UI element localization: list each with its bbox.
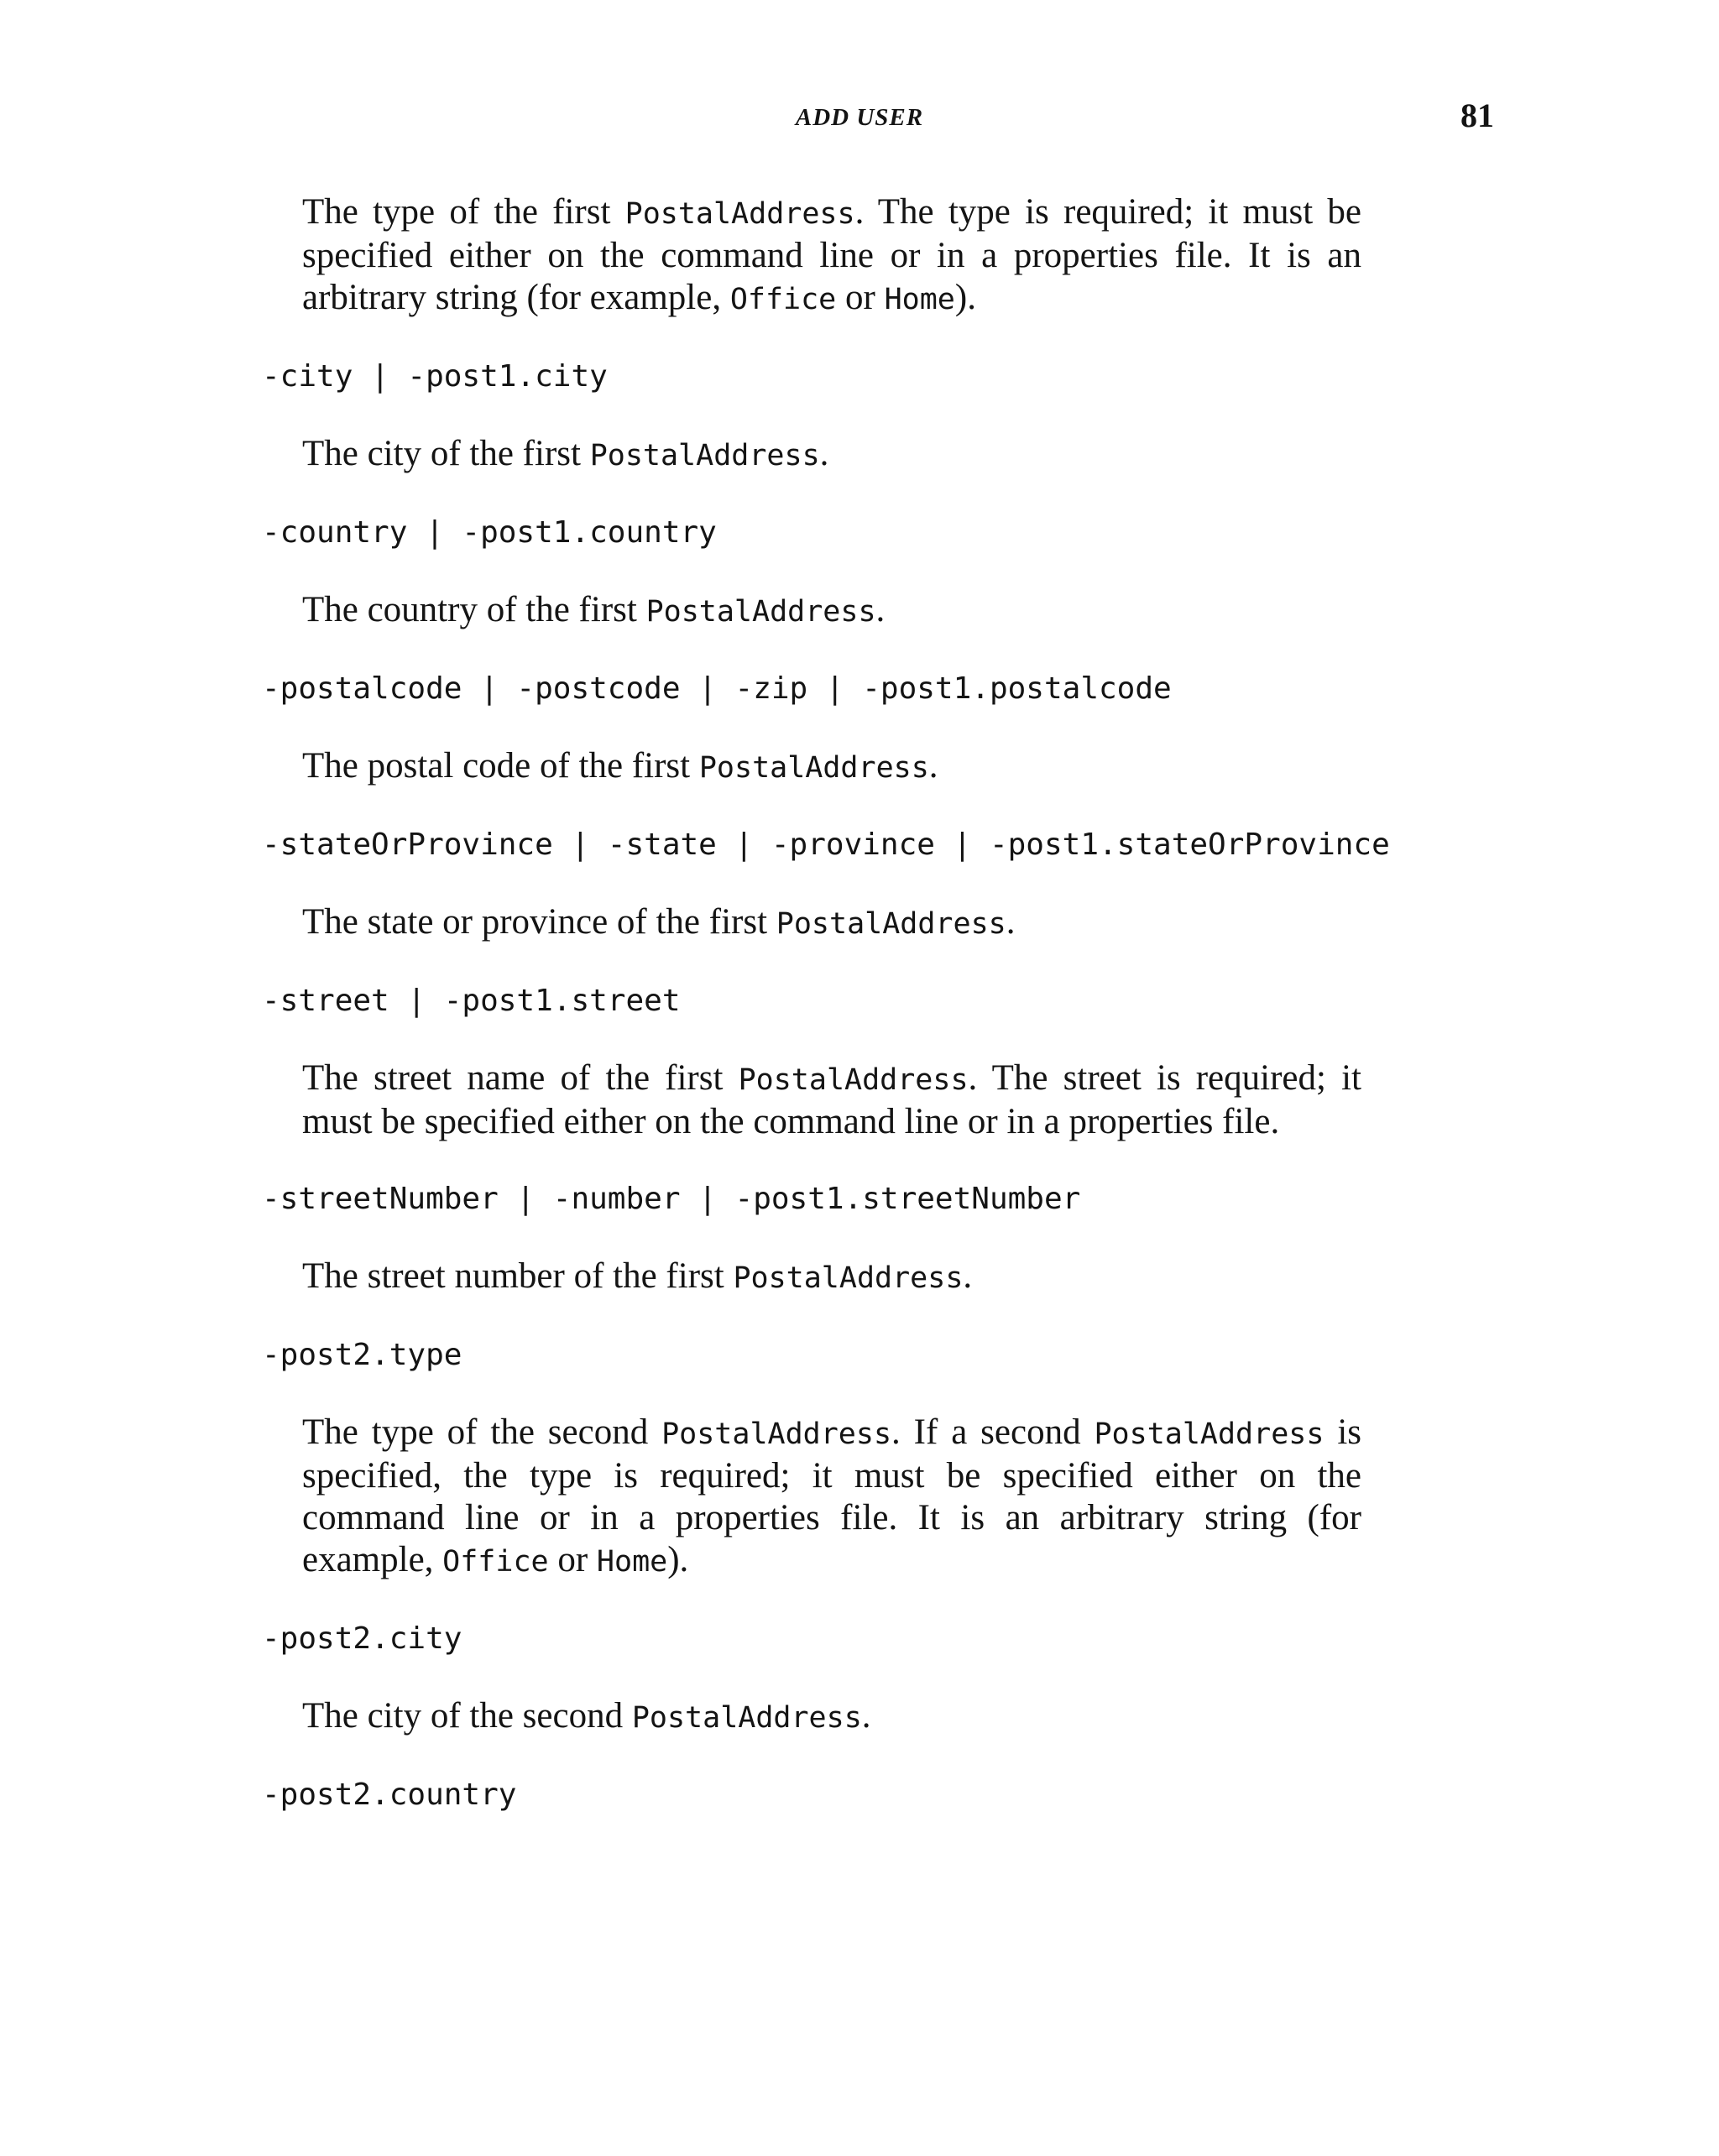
description-street-number xyxy=(302,1255,1361,1299)
code-term: PostalAddress xyxy=(645,595,876,629)
code-term: PostalAddress xyxy=(738,1063,969,1097)
option-city: -city | -post1.city xyxy=(262,359,608,394)
text-run: The type of the first xyxy=(302,192,625,232)
running-head: ADD USER xyxy=(795,104,924,131)
text-run: . The street is required; it must be specified either on the command line or in a properties file. xyxy=(302,1058,1361,1141)
text-run: or xyxy=(548,1540,597,1579)
text-run: . xyxy=(819,434,829,473)
option-country: -country | -post1.country xyxy=(262,515,717,550)
option-street: -street | -post1.street xyxy=(262,984,681,1018)
text-run: The street number of the first xyxy=(302,1256,734,1296)
option-post2-city: -post2.city xyxy=(262,1621,462,1656)
option-postalcode: -postalcode | -postcode | -zip | -post1.postalcode xyxy=(262,671,1172,706)
description-street xyxy=(302,1057,1361,1143)
code-term: Home xyxy=(884,283,955,316)
code-term: PostalAddress xyxy=(733,1261,964,1295)
code-term: Office xyxy=(442,1545,549,1579)
page-body xyxy=(262,191,1390,1851)
description-post2-type xyxy=(302,1412,1361,1583)
page-number: 81 xyxy=(1460,97,1494,134)
text-run: . xyxy=(861,1696,871,1736)
description-post1-type xyxy=(302,191,1361,321)
option-post2-country: -post2.country xyxy=(262,1778,517,1812)
text-run: or xyxy=(836,278,885,317)
text-run: The street name of the first xyxy=(302,1058,739,1098)
text-run: . xyxy=(1006,902,1016,942)
code-term: Office xyxy=(729,283,837,316)
text-run: . xyxy=(875,590,886,629)
code-term: PostalAddress xyxy=(589,439,820,472)
code-term: PostalAddress xyxy=(1094,1417,1325,1451)
text-run: The postal code of the first xyxy=(302,746,699,786)
description-post2-city xyxy=(302,1695,1361,1739)
text-run: The type of the second xyxy=(302,1412,662,1452)
text-run: . The type is required; it must be specified either on the command line or in a properties file. It is an arbitrary string (for example, xyxy=(302,192,1361,317)
code-term: PostalAddress xyxy=(624,197,855,231)
code-term: PostalAddress xyxy=(661,1417,892,1451)
text-run: The city of the first xyxy=(302,434,590,473)
text-run: is specified, the type is required; it must be specified either on the command line or in a properties file. It is an arbitrary string (for example, xyxy=(302,1412,1361,1579)
code-term: PostalAddress xyxy=(698,751,929,785)
code-term: Home xyxy=(596,1545,668,1579)
text-run: The city of the second xyxy=(302,1696,632,1736)
text-run: . If a second xyxy=(891,1412,1095,1452)
text-run: ). xyxy=(954,278,976,317)
description-state-or-province xyxy=(302,901,1361,945)
description-city xyxy=(302,433,1361,477)
text-run: The state or province of the first xyxy=(302,902,776,942)
description-country xyxy=(302,589,1361,633)
code-term: PostalAddress xyxy=(776,907,1006,941)
text-run: ). xyxy=(667,1540,689,1579)
code-term: PostalAddress xyxy=(631,1701,862,1735)
option-state-or-province: -stateOrProvince | -state | -province | -post1.stateOrProvince xyxy=(262,827,1390,862)
option-post2-type: -post2.type xyxy=(262,1338,462,1372)
description-postalcode xyxy=(302,745,1361,789)
option-street-number: -streetNumber | -number | -post1.streetNumber xyxy=(262,1182,1081,1216)
text-run: . xyxy=(928,746,938,786)
text-run: . xyxy=(963,1256,973,1296)
text-run: The country of the first xyxy=(302,590,646,629)
